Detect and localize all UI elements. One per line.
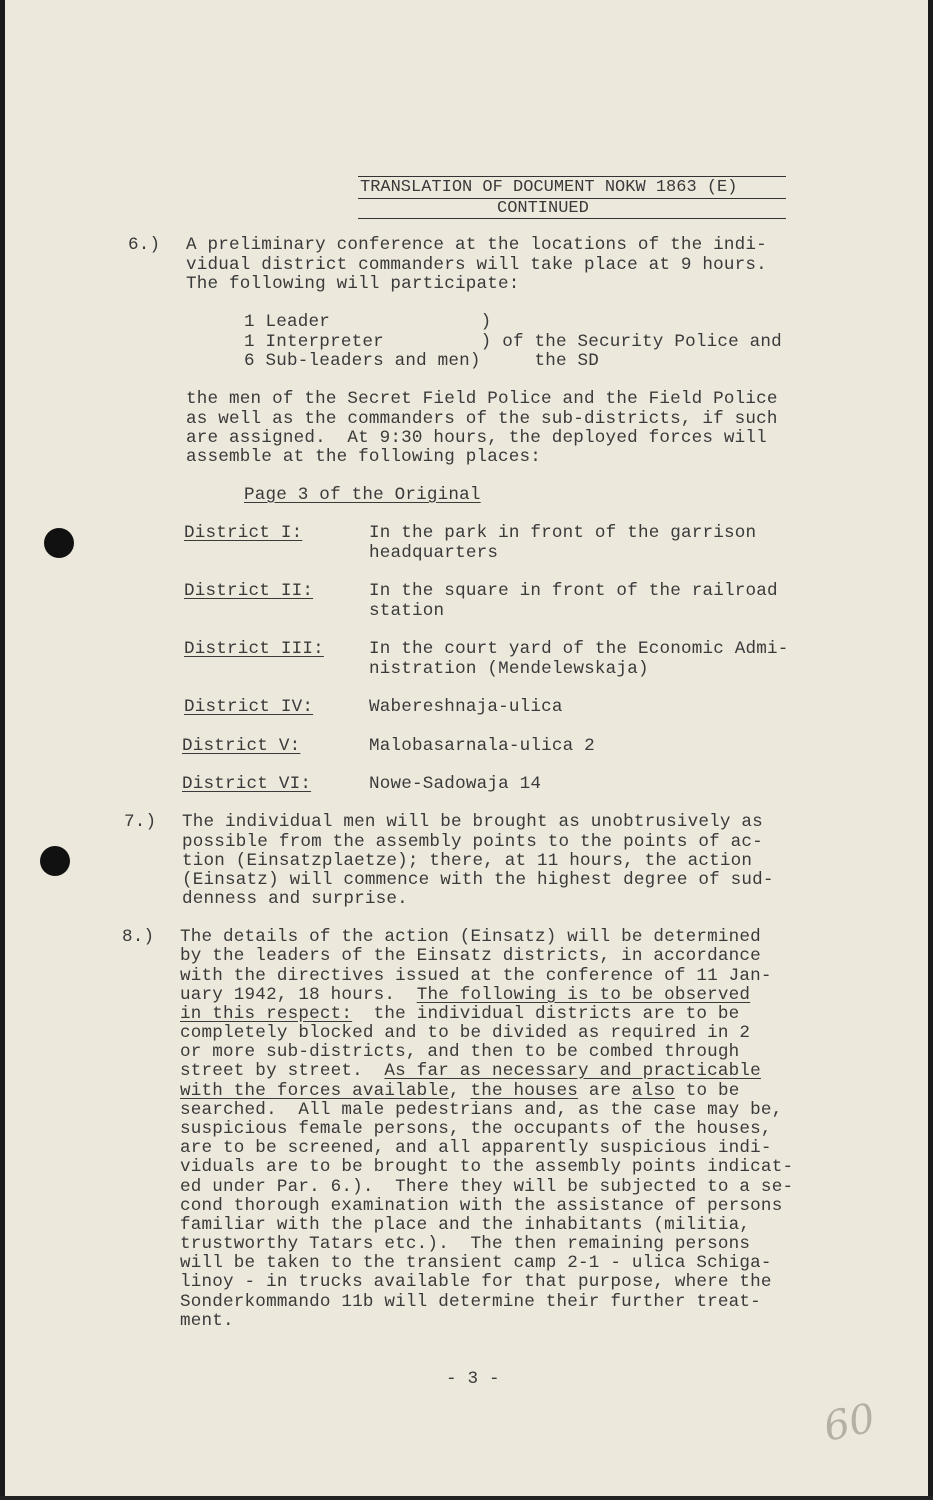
right-edge xyxy=(928,0,933,1500)
handwritten-mark: 60 xyxy=(819,1395,880,1451)
district-label: District I: xyxy=(184,523,303,543)
para6-line: The following will participate: xyxy=(186,274,520,294)
district-place: headquarters xyxy=(369,543,499,563)
underlined-phrase: in this respect: xyxy=(180,1004,353,1024)
para8-line: or more sub-districts, and then to be combed through xyxy=(180,1042,740,1062)
participant-line: 6 Sub-leaders and men) the SD xyxy=(244,351,600,371)
district-label: District V: xyxy=(182,736,301,756)
district-label: District VI: xyxy=(182,774,312,794)
underlined-phrase: As far as necessary and practicable xyxy=(384,1061,761,1081)
para8-line: by the leaders of the Einsatz districts, in accordance xyxy=(180,946,761,966)
header-top-rule xyxy=(358,176,786,177)
para8-line: with the forces available, the houses are also to be xyxy=(180,1081,740,1101)
para8-line: trustworthy Tatars etc.). The then remaining persons xyxy=(180,1234,751,1254)
district-place: station xyxy=(369,601,445,621)
para8-line: cond thorough examination with the assistance of persons xyxy=(180,1196,783,1216)
para8-line: suspicious female persons, the occupants of the houses, xyxy=(180,1119,772,1139)
district-label: District IV: xyxy=(184,697,314,717)
underlined-phrase: with the forces available xyxy=(180,1081,449,1101)
para6-line: A preliminary conference at the locations of the indi- xyxy=(186,235,767,255)
district-place: Nowe-Sadowaja 14 xyxy=(369,774,542,794)
para7-line: (Einsatz) will commence with the highest degree of sud- xyxy=(182,870,774,890)
para8-line: are to be screened, and all apparently suspicious indi- xyxy=(180,1138,772,1158)
para7-line: tion (Einsatzplaetze); there, at 11 hours, the action xyxy=(182,851,753,871)
para7-line: denness and surprise. xyxy=(182,889,408,909)
district-place: Malobasarnala-ulica 2 xyxy=(369,736,595,756)
document-subtitle: CONTINUED xyxy=(497,199,589,218)
punch-hole xyxy=(44,528,74,558)
para8-number: 8.) xyxy=(122,927,155,947)
para6-after-line: are assigned. At 9:30 hours, the deployed forces will xyxy=(186,428,767,448)
underlined-phrase: the houses xyxy=(470,1081,579,1101)
district-place: In the park in front of the garrison xyxy=(369,523,757,543)
left-edge xyxy=(0,0,5,1500)
underlined-phrase: The following is to be observed xyxy=(416,985,751,1005)
participant-line: 1 Leader ) xyxy=(244,312,492,332)
para8-line: will be taken to the transient camp 2-1 - ulica Schiga- xyxy=(180,1253,772,1273)
underlined-phrase: also xyxy=(631,1081,675,1101)
district-label: District III: xyxy=(184,639,324,659)
punch-hole xyxy=(40,846,70,876)
bottom-edge xyxy=(0,1496,933,1500)
para6-after-line: the men of the Secret Field Police and the Field Police xyxy=(186,389,778,409)
para6-line: vidual district commanders will take place at 9 hours. xyxy=(186,255,767,275)
document-title: TRANSLATION OF DOCUMENT NOKW 1863 (E) xyxy=(360,178,738,197)
page-number: - 3 - xyxy=(446,1369,500,1389)
para8-line: uary 1942, 18 hours. The following is to be observed xyxy=(180,985,751,1005)
district-place: nistration (Mendelewskaja) xyxy=(369,659,649,679)
para8-line: familiar with the place and the inhabitants (militia, xyxy=(180,1215,751,1235)
para8-line: searched. All male pedestrians and, as the case may be, xyxy=(180,1100,783,1120)
para7-line: The individual men will be brought as unobtrusively as xyxy=(182,812,763,832)
district-place: Wabereshnaja-ulica xyxy=(369,697,563,717)
para8-line: viduals are to be brought to the assembly points indicat- xyxy=(180,1157,794,1177)
para8-line: ment. xyxy=(180,1311,234,1331)
para6-number: 6.) xyxy=(128,235,161,255)
page-reference: Page 3 of the Original xyxy=(244,485,481,505)
header-bottom-rule xyxy=(358,218,786,219)
para8-line: ed under Par. 6.). There they will be subjected to a se- xyxy=(180,1177,794,1197)
para8-line: linoy - in trucks available for that purpose, where the xyxy=(180,1272,772,1292)
district-label: District II: xyxy=(184,581,314,601)
para8-line: Sonderkommando 11b will determine their further treat- xyxy=(180,1292,761,1312)
para8-line: street by street. As far as necessary and practicable xyxy=(180,1061,761,1081)
para6-after-line: as well as the commanders of the sub-districts, if such xyxy=(186,409,778,429)
para8-line: with the directives issued at the conference of 11 Jan- xyxy=(180,966,772,986)
para7-line: possible from the assembly points to the points of ac- xyxy=(182,832,763,852)
para6-after-line: assemble at the following places: xyxy=(186,447,542,467)
district-place: In the square in front of the railroad xyxy=(369,581,778,601)
para8-line: The details of the action (Einsatz) will be determined xyxy=(180,927,761,947)
district-place: In the court yard of the Economic Admi- xyxy=(369,639,789,659)
para8-line: in this respect: the individual districts are to be xyxy=(180,1004,740,1024)
participant-line: 1 Interpreter ) of the Security Police and xyxy=(244,332,782,352)
para8-line: completely blocked and to be divided as required in 2 xyxy=(180,1023,751,1043)
para7-number: 7.) xyxy=(124,812,157,832)
